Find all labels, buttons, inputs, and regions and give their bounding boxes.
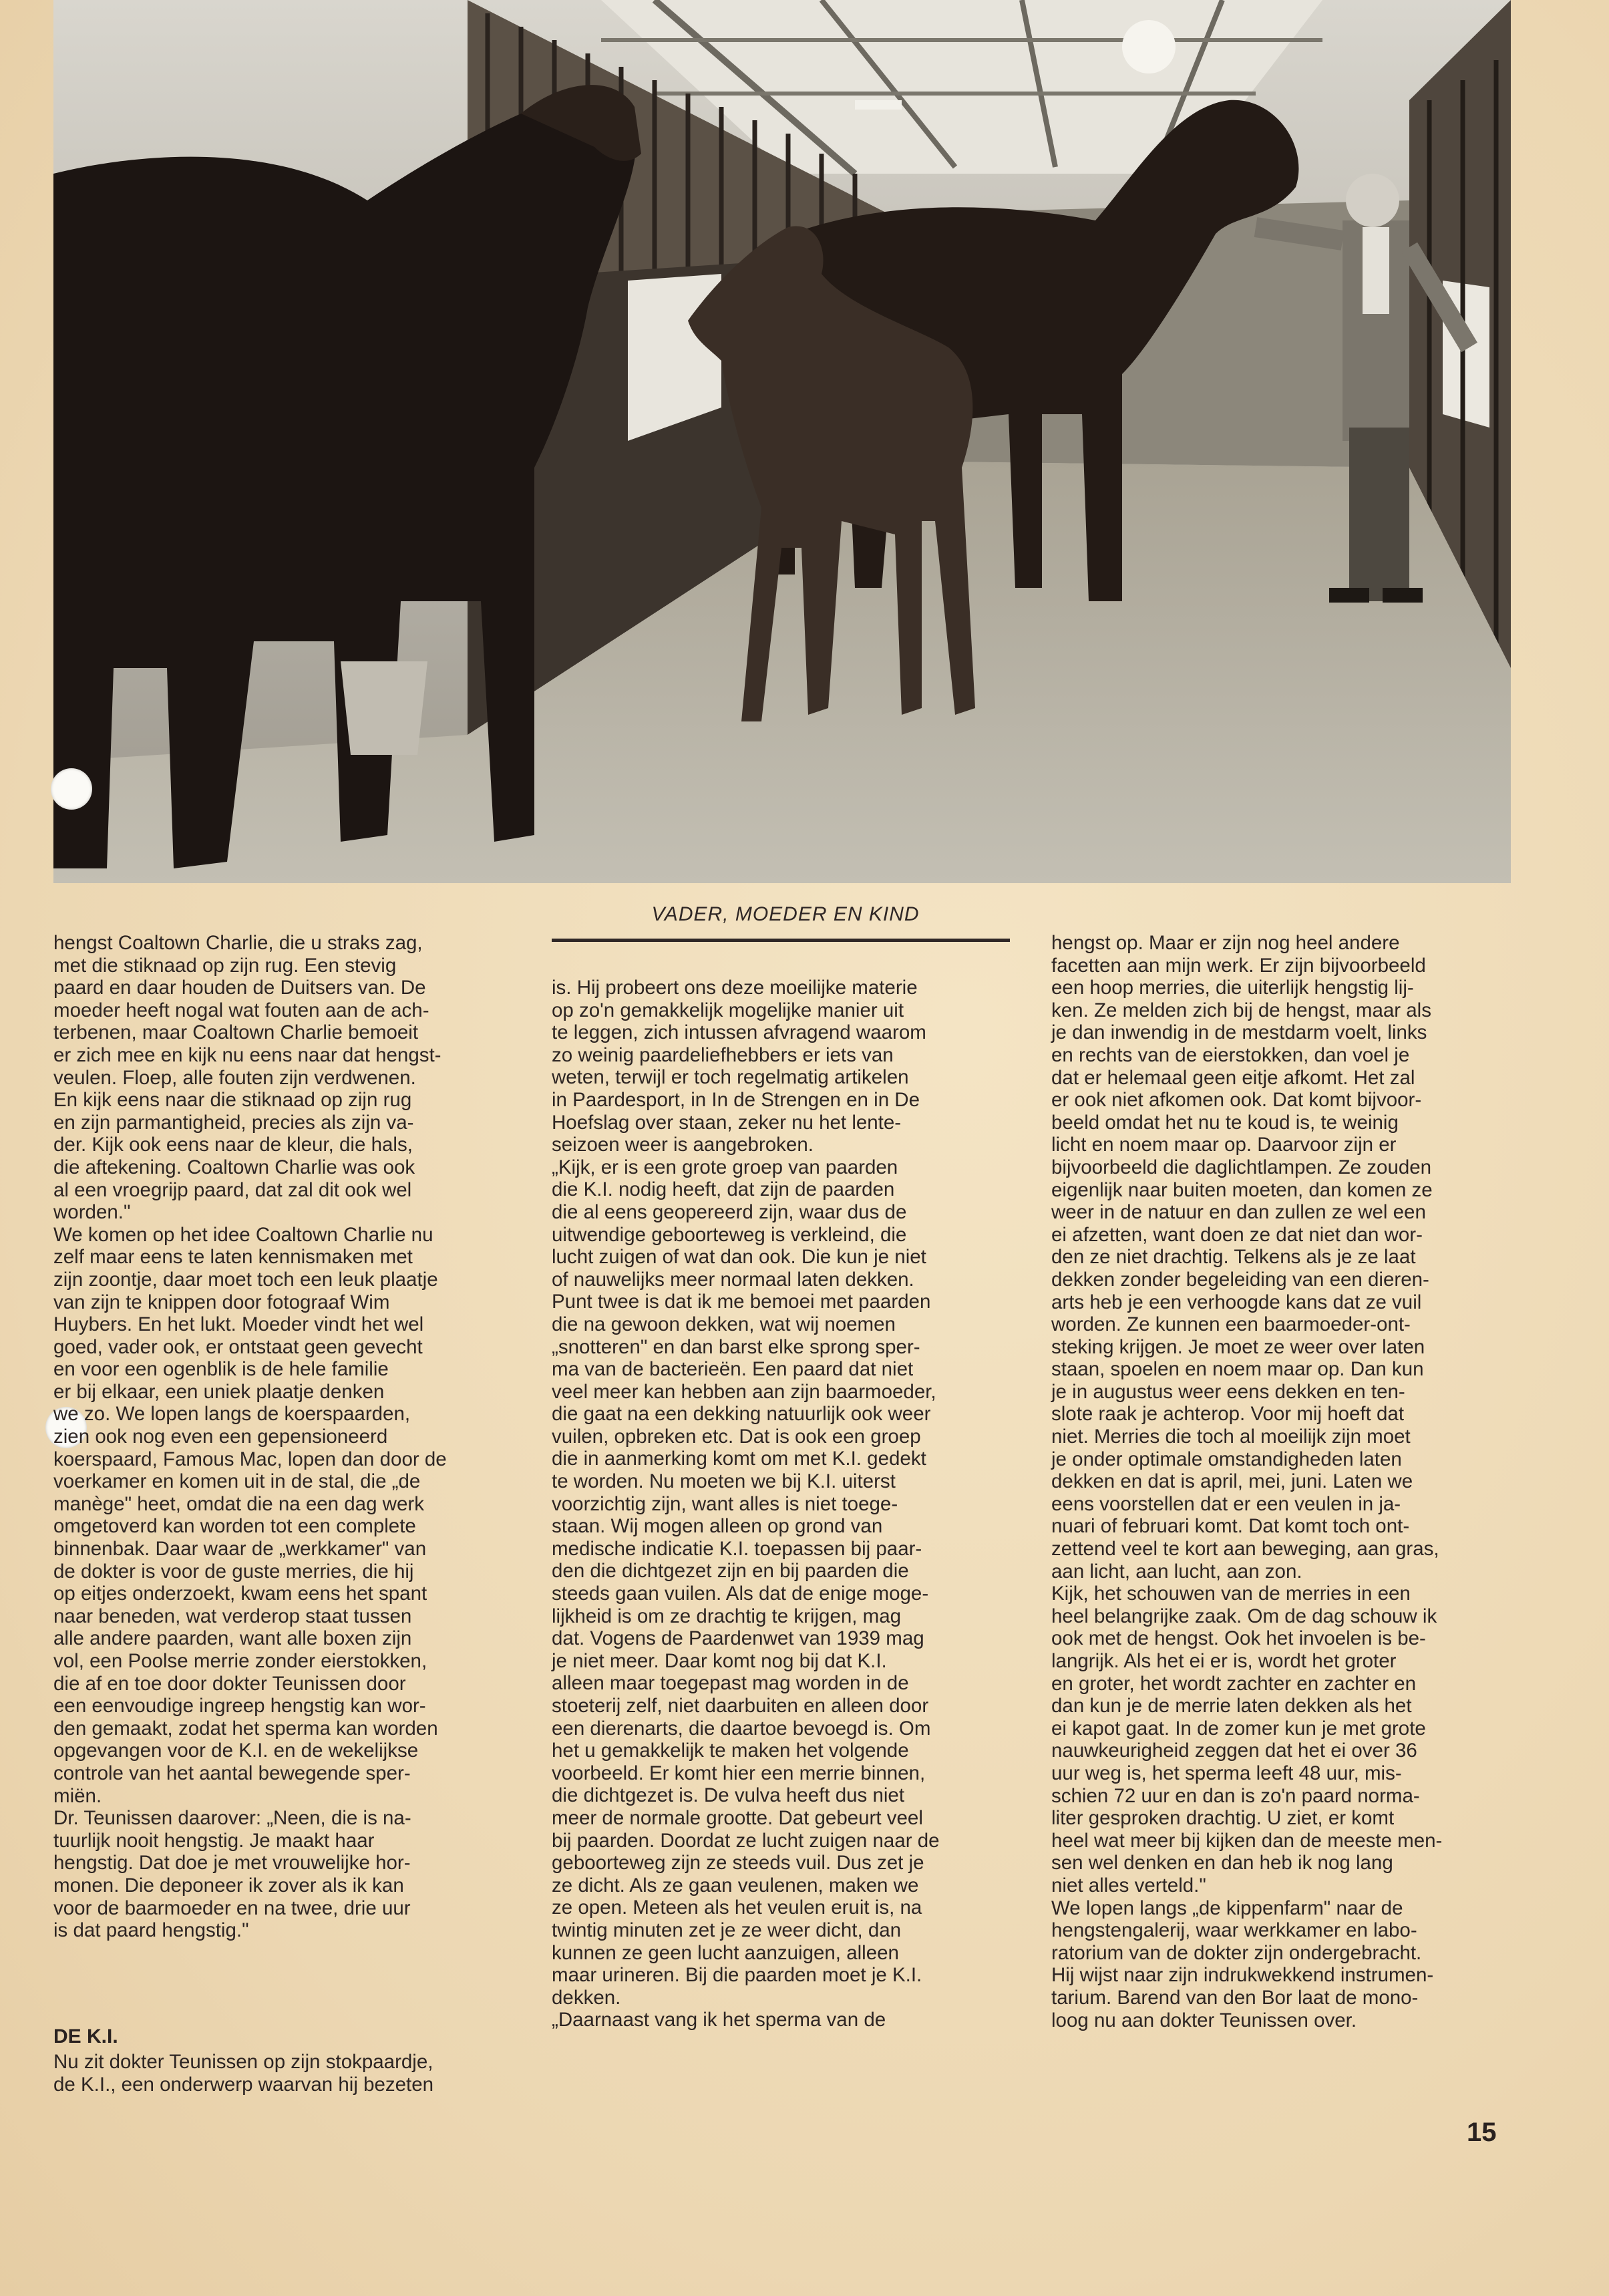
article-column-3	[1051, 932, 1519, 2031]
text-line: nuari of februari komt. Dat komt toch ont-	[1051, 1515, 1410, 1538]
text-line: slote raak je achterop. Voor mij hoeft dat	[1051, 1403, 1405, 1426]
text-line: den die dichtgezet zijn en bij paarden die	[552, 1560, 909, 1583]
text-line: schien 72 uur en dan is zo'n paard norma-	[1051, 1784, 1420, 1807]
text-line: die na gewoon dekken, wat wij noemen	[552, 1313, 896, 1335]
text-line: bijvoorbeeld die daglichtlampen. Ze zouden	[1051, 1156, 1432, 1178]
caption-text: VADER, MOEDER EN KIND	[651, 903, 920, 925]
text-line: arts heb je een verhoogde kans dat ze vuil	[1051, 1291, 1422, 1313]
text-line: Hij wijst naar zijn indrukwekkend instrumen-	[1051, 1964, 1434, 1987]
text-line: We lopen langs „de kippenfarm" naar de	[1051, 1897, 1403, 1919]
text-line: zien ook nog even een gepensioneerd	[53, 1426, 388, 1448]
text-line: omgetoverd kan worden tot een complete	[53, 1515, 416, 1538]
text-line: staan. Wij mogen alleen op grond van	[552, 1515, 883, 1538]
text-line: dan kun je de merrie laten dekken als het	[1051, 1695, 1412, 1717]
text-line: je in augustus weer eens dekken en ten-	[1051, 1380, 1405, 1403]
text-line: hengstig. Dat doe je met vrouwelijke hor-	[53, 1852, 411, 1874]
text-line: zelf maar eens te laten kennismaken met	[53, 1246, 413, 1269]
text-line: lucht zuigen of wat dan ook. Die kun je niet	[552, 1246, 926, 1269]
text-line: eigenlijk naar buiten moeten, dan komen ze	[1051, 1178, 1433, 1201]
text-line: Nu zit dokter Teunissen op zijn stokpaardje,	[53, 2051, 433, 2073]
text-line: steeds gaan vuilen. Als dat de enige moge-	[552, 1583, 929, 1605]
text-line: weer in de natuur en dan zullen ze wel een	[1051, 1201, 1426, 1224]
text-line: dat er helemaal geen eitje afkomt. Het zal	[1051, 1066, 1415, 1089]
text-line: naar beneden, wat verderop staat tussen	[53, 1605, 412, 1627]
punch-hole-top	[51, 768, 92, 810]
text-line: we zo. We lopen langs de koerspaarden,	[53, 1403, 411, 1426]
text-line: En kijk eens naar die stiknaad op zijn rug	[53, 1089, 412, 1112]
text-line: moeder heeft nogal wat fouten aan de ach-	[53, 999, 429, 1021]
text-line: die af en toe door dokter Teunissen door	[53, 1672, 406, 1695]
text-line: die dichtgezet is. De vulva heeft dus niet	[552, 1784, 905, 1807]
text-line: weten, terwijl er toch regelmatig artikelen	[552, 1066, 909, 1089]
text-line: voorbeeld. Er komt hier een merrie binnen,	[552, 1762, 926, 1784]
section-heading: DE K.I.	[53, 2025, 118, 2047]
text-line: steking krijgen. Je moet ze weer over laten	[1051, 1335, 1425, 1358]
text-line: hengstengalerij, waar werkkamer en labo-	[1051, 1919, 1417, 1942]
text-line: in Paardesport, in In de Strengen en in De	[552, 1088, 920, 1111]
text-line: of nauwelijks meer normaal laten dekken.	[552, 1268, 914, 1291]
page-number: 15	[1467, 2118, 1497, 2147]
text-line: den gemaakt, zodat het sperma kan worden	[53, 1717, 438, 1740]
text-line: „Daarnaast vang ik het sperma van de	[552, 2009, 886, 2031]
text-line: sen wel denken en dan heb ik nog lang	[1051, 1852, 1393, 1874]
text-line: Kijk, het schouwen van de merries in een	[1051, 1583, 1411, 1605]
text-line: zo weinig paardeliefhebbers er iets van	[552, 1043, 894, 1066]
text-line: monen. Die deponeer ik zover als ik kan	[53, 1874, 404, 1897]
text-line: aan licht, aan lucht, aan zon.	[1051, 1560, 1302, 1583]
text-line: je dan inwendig in de mestdarm voelt, links	[1051, 1021, 1427, 1044]
text-line: Dr. Teunissen daarover: „Neen, die is na-	[53, 1807, 411, 1830]
text-line: het u gemakkelijk te maken het volgende	[552, 1740, 909, 1762]
text-line: worden."	[53, 1201, 131, 1224]
text-line: uur weg is, het sperma leeft 48 uur, mis-	[1051, 1762, 1402, 1784]
text-line: te worden. Nu moeten we bij K.I. uiterst	[552, 1470, 896, 1493]
photo-caption	[552, 903, 1019, 926]
text-line: lijkheid is om ze drachtig te krijgen, mag	[552, 1605, 902, 1627]
text-line: Punt twee is dat ik me bemoei met paarden	[552, 1291, 931, 1313]
text-line: kunnen ze geen lucht aanzuigen, alleen	[552, 1941, 899, 1964]
text-line: die aftekening. Coaltown Charlie was ook	[53, 1156, 415, 1178]
text-line: vuilen, opbreken etc. Dat is ook een groep	[552, 1425, 921, 1448]
text-line: loog nu aan dokter Teunissen over.	[1051, 2009, 1357, 2031]
text-line: eens voorstellen dat er een veulen in ja-	[1051, 1492, 1401, 1515]
text-line: en zijn parmantigheid, precies als zijn va-	[53, 1111, 414, 1134]
text-line: den ze niet drachtig. Telkens als je ze laat	[1051, 1246, 1416, 1269]
text-line: maar urineren. Bij die paarden moet je K.I.	[552, 1964, 922, 1987]
text-line: tuurlijk nooit hengstig. Je maakt haar	[53, 1829, 375, 1852]
text-line: ze dicht. Als ze gaan veulenen, maken we	[552, 1874, 919, 1897]
text-line: er ook niet afkomen ook. Dat komt bijvoor-	[1051, 1089, 1422, 1112]
text-line: binnenbak. Daar waar de „werkkamer" van	[53, 1538, 427, 1561]
text-line: die K.I. nodig heeft, dat zijn de paarden	[552, 1178, 895, 1201]
text-line: dekken.	[552, 1986, 621, 2009]
text-line: beeld omdat het nu te koud is, te weinig	[1051, 1111, 1399, 1134]
text-line: alleen maar toegepast mag worden in de	[552, 1672, 909, 1695]
text-line: je onder optimale omstandigheden laten	[1051, 1448, 1402, 1470]
caption-rule	[552, 939, 1010, 942]
text-line: heel wat meer bij kijken dan de meeste men-	[1051, 1829, 1443, 1852]
text-line: facetten aan mijn werk. Er zijn bijvoorbeeld	[1051, 954, 1426, 977]
text-line: en rechts van de eierstokken, dan voel je	[1051, 1043, 1410, 1066]
text-line: niet alles verteld."	[1051, 1874, 1206, 1897]
text-line: er bij elkaar, een uniek plaatje denken	[53, 1380, 385, 1403]
text-line: een eenvoudige ingreep hengstig kan wor-	[53, 1695, 426, 1717]
text-line: is dat paard hengstig."	[53, 1919, 249, 1942]
text-line: dekken zonder begeleiding van een dieren-	[1051, 1268, 1429, 1291]
text-line: dekken en dat is april, mei, juni. Laten we	[1051, 1470, 1413, 1493]
article-column-1	[53, 932, 521, 1942]
text-line: ook met de hengst. Ook het invoelen is be-	[1051, 1627, 1426, 1650]
text-line: opgevangen voor de K.I. en de wekelijkse	[53, 1740, 419, 1762]
text-line: ratorium van de dokter zijn ondergebracht.	[1051, 1941, 1422, 1964]
text-line: ze open. Meteen als het veulen eruit is, na	[552, 1897, 922, 1919]
text-line: stoeterij zelf, niet daarbuiten en alleen door	[552, 1695, 929, 1717]
text-line: op eitjes onderzoekt, kwam eens het spant	[53, 1583, 427, 1605]
text-line: uitwendige geboorteweg is verkleind, die	[552, 1223, 907, 1246]
text-line: „snotteren" en dan barst elke sprong sper-	[552, 1335, 920, 1358]
text-line: is. Hij probeert ons deze moeilijke materie	[552, 977, 918, 999]
text-line: vol, een Poolse merrie zonder eierstokken,	[53, 1650, 427, 1672]
text-line: hengst Coaltown Charlie, die u straks zag,	[53, 932, 423, 954]
text-line: nauwkeurigheid zeggen dat het ei over 36	[1051, 1740, 1417, 1762]
text-line: voor de baarmoeder en na twee, drie uur	[53, 1897, 411, 1919]
text-line: miën.	[53, 1784, 102, 1807]
text-line: een hoop merries, die uiterlijk hengstig lij-	[1051, 977, 1414, 999]
text-line: voorzichtig zijn, want alles is niet toege-	[552, 1492, 898, 1515]
text-line: der. Kijk ook eens naar de kleur, die hals,	[53, 1134, 413, 1156]
text-line: veel meer kan hebben aan zijn baarmoeder,	[552, 1380, 936, 1403]
text-line: paard en daar houden de Duitsers van. De	[53, 977, 426, 999]
text-line: van zijn te knippen door fotograaf Wim	[53, 1291, 390, 1313]
text-line: ei kapot gaat. In de zomer kun je met grote	[1051, 1717, 1426, 1740]
text-line: manège" heet, omdat die na een dag werk	[53, 1492, 424, 1515]
text-line: geboorteweg zijn ze steeds vuil. Dus zet je	[552, 1852, 924, 1874]
stable-photo	[53, 0, 1511, 883]
text-line: die in aanmerking komt om met K.I. gedekt	[552, 1448, 926, 1470]
text-line: koerspaard, Famous Mac, lopen dan door de	[53, 1448, 447, 1470]
text-line: seizoen weer is aangebroken.	[552, 1134, 814, 1156]
text-line: terbenen, maar Coaltown Charlie bemoeit	[53, 1021, 419, 1044]
text-line: die gaat na een dekking natuurlijk ook weer	[552, 1403, 931, 1426]
text-line: hengst op. Maar er zijn nog heel andere	[1051, 932, 1400, 954]
text-line: de K.I., een onderwerp waarvan hij bezeten	[53, 2073, 434, 2096]
article-column-1-continued	[53, 2051, 521, 2096]
text-line: op zo'n gemakkelijk mogelijke manier uit	[552, 999, 904, 1021]
text-line: met die stiknaad op zijn rug. Een stevig	[53, 954, 397, 977]
text-line: ma van de bacterieën. Een paard dat niet	[552, 1358, 914, 1381]
text-line: controle van het aantal bewegende sper-	[53, 1762, 411, 1784]
text-line: ei afzetten, want doen ze dat niet dan wor-	[1051, 1223, 1423, 1246]
text-line: en groter, het wordt zachter en zachter en	[1051, 1672, 1417, 1695]
text-line: Hoefslag over staan, zeker nu het lente-	[552, 1111, 902, 1134]
text-line: ken. Ze melden zich bij de hengst, maar als	[1051, 999, 1431, 1021]
text-line: je niet meer. Daar komt nog bij dat K.I.	[552, 1649, 887, 1672]
text-line: meer de normale grootte. Dat gebeurt veel	[552, 1806, 923, 1829]
text-line: staan, spoelen en noem maar op. Dan kun	[1051, 1358, 1424, 1381]
text-line: dat. Vogens de Paardenwet van 1939 mag	[552, 1627, 924, 1650]
text-line: alle andere paarden, want alle boxen zijn	[53, 1627, 412, 1650]
text-line: al een vroegrijp paard, dat zal dit ook wel	[53, 1178, 412, 1201]
text-line: liter gesproken drachtig. U ziet, er komt	[1051, 1807, 1395, 1830]
text-line: een dierenarts, die daartoe bevoegd is. Om	[552, 1717, 931, 1740]
text-line: goed, vader ook, er ontstaat geen gevecht	[53, 1335, 423, 1358]
text-line: heel belangrijke zaak. Om de dag schouw ik	[1051, 1605, 1437, 1627]
text-line: „Kijk, er is een grote groep van paarden	[552, 1156, 898, 1178]
text-line: medische indicatie K.I. toepassen bij paar-	[552, 1537, 922, 1560]
text-line: twintig minuten zet je ze weer dicht, dan	[552, 1919, 902, 1941]
text-line: langrijk. Als het ei er is, wordt het groter	[1051, 1650, 1397, 1672]
text-line: Huybers. En het lukt. Moeder vindt het wel	[53, 1313, 424, 1336]
text-line: te leggen, zich intussen afvragend waarom	[552, 1021, 926, 1044]
text-line: de dokter is voor de guste merries, die hij	[53, 1560, 414, 1583]
text-line: zijn zoontje, daar moet toch een leuk plaatje	[53, 1268, 438, 1291]
text-line: er zich mee en kijk nu eens naar dat hengst-	[53, 1043, 441, 1066]
text-line: We komen op het idee Coaltown Charlie nu	[53, 1223, 433, 1246]
text-line: tarium. Barend van den Bor laat de mono-	[1051, 1986, 1419, 2009]
article-column-2	[552, 977, 1013, 2031]
text-line: veulen. Floep, alle fouten zijn verdwenen.	[53, 1066, 416, 1089]
text-line: die al eens geopereerd zijn, waar dus de	[552, 1200, 907, 1223]
text-line: worden. Ze kunnen een baarmoeder-ont-	[1051, 1313, 1411, 1336]
text-line: bij paarden. Doordat ze lucht zuigen naar de	[552, 1829, 940, 1852]
text-line: licht en noem maar op. Daarvoor zijn er	[1051, 1134, 1397, 1156]
text-line: voerkamer en komen uit in de stal, die „de	[53, 1470, 421, 1493]
text-line: zettend veel te kort aan beweging, aan gras,	[1051, 1538, 1439, 1561]
text-line: en voor een ogenblik is de hele familie	[53, 1358, 389, 1381]
text-line: niet. Merries die toch al moeilijk zijn moet	[1051, 1426, 1411, 1448]
